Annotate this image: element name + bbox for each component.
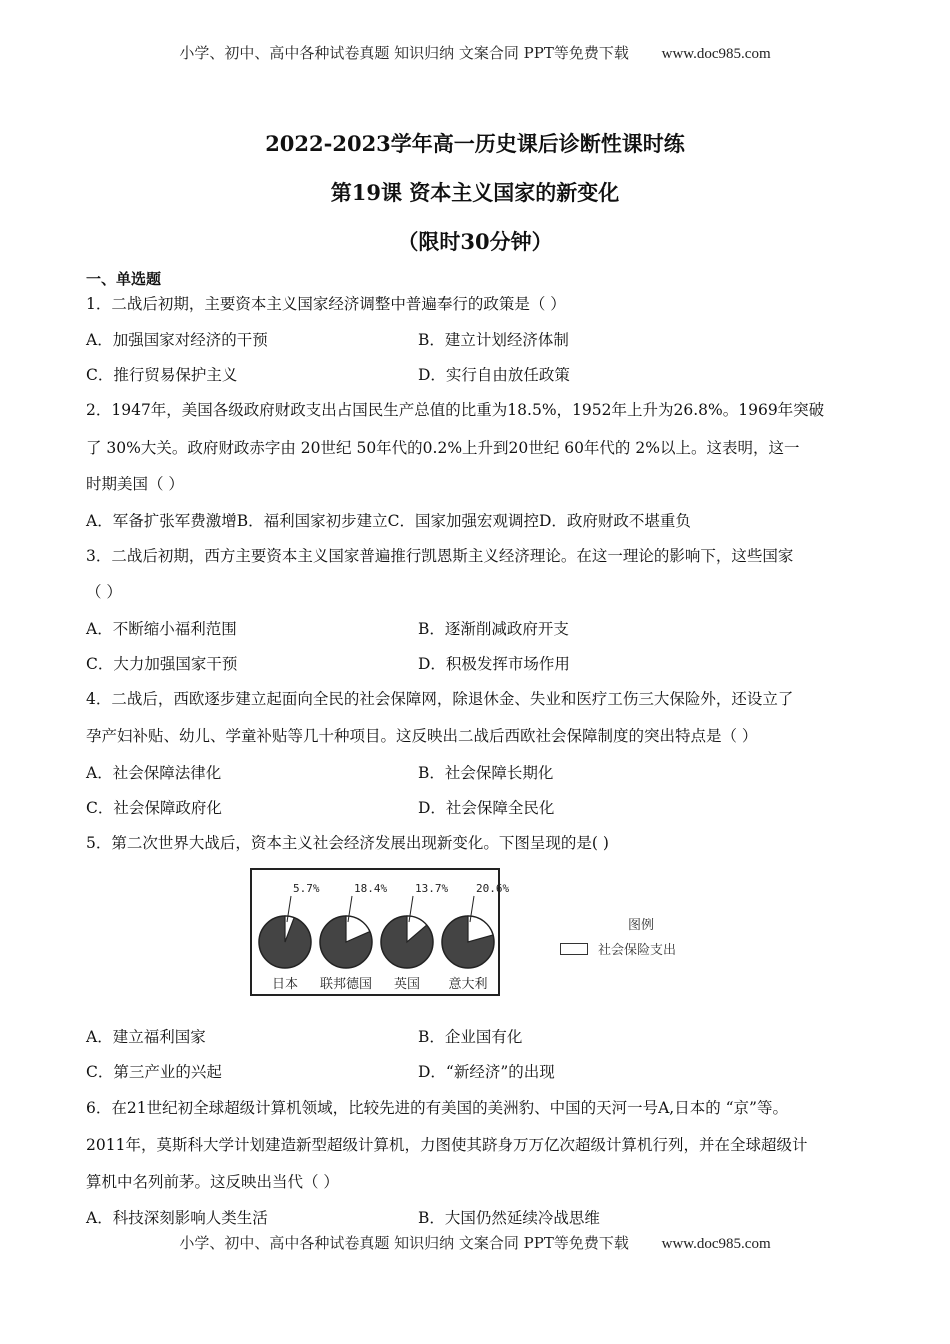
question-2-line-1: 2．1947年，美国各级政府财政支出占国民生产总值的比重为18.5%，1952年上升为26.8%。1969年突破 bbox=[86, 401, 825, 419]
value-label-4: 20.6% bbox=[476, 882, 510, 895]
q3-option-d: D．积极发挥市场作用 bbox=[418, 655, 570, 673]
question-4-line-2: 孕产妇补贴、幼儿、学童补贴等几十种项目。这反映出二战后西欧社会保障制度的突出特点是（ ） bbox=[86, 727, 758, 745]
question-6-line-3: 算机中名列前茅。这反映出当代（ ） bbox=[86, 1173, 339, 1191]
pie-2 bbox=[320, 882, 387, 992]
q3-option-c: C．大力加强国家干预 bbox=[86, 655, 238, 673]
question-2-line-2: 了 30%大关。政府财政赤字由 20世纪 50年代的0.2%上升到20世纪 60年代的 2%以上。这表明，这一 bbox=[86, 439, 800, 457]
doc-title: 2022-2023学年高一历史课后诊断性课时练 bbox=[265, 131, 685, 156]
pie-chart bbox=[252, 870, 510, 994]
legend-title: 图例 bbox=[628, 918, 655, 933]
category-label-4: 意大利 bbox=[448, 977, 488, 992]
pie-3 bbox=[381, 882, 448, 992]
category-label-2: 联邦德国 bbox=[319, 977, 373, 992]
footer-text: 小学、初中、高中各种试卷真题 知识归纳 文案合同 PPT等免费下载 bbox=[179, 1234, 629, 1252]
value-label-3: 13.7% bbox=[415, 882, 449, 895]
question-6-line-1: 6．在21世纪初全球超级计算机领域，比较先进的有美国的美洲豹、中国的天河一号A,日本的 “京”等。 bbox=[86, 1099, 788, 1117]
question-3-line-2: （ ） bbox=[86, 583, 122, 601]
q5-option-c: C．第三产业的兴起 bbox=[86, 1063, 222, 1081]
pie-1 bbox=[259, 882, 320, 992]
question-6-line-2: 2011年，莫斯科大学计划建造新型超级计算机，力图使其跻身万万亿次超级计算机行列，并在全球超级计 bbox=[86, 1136, 808, 1154]
q6-option-b: B．大国仍然延续冷战思维 bbox=[418, 1209, 600, 1227]
q3-option-b: B．逐渐削减政府开支 bbox=[418, 620, 569, 638]
q1-option-a: A．加强国家对经济的干预 bbox=[86, 331, 268, 349]
header-site[interactable]: www.doc985.com bbox=[661, 46, 771, 62]
question-3-line-1: 3．二战后初期，西方主要资本主义国家普遍推行凯恩斯主义经济理论。在这一理论的影响下，这些国家 bbox=[86, 547, 794, 565]
lesson-title: 第19课 资本主义国家的新变化 bbox=[330, 180, 620, 205]
q1-option-c: C．推行贸易保护主义 bbox=[86, 366, 238, 384]
value-label-1: 5.7% bbox=[293, 882, 320, 895]
legend-entry: 社会保险支出 bbox=[598, 943, 677, 958]
q4-option-b: B．社会保障长期化 bbox=[418, 764, 554, 782]
q4-option-a: A．社会保障法律化 bbox=[86, 764, 222, 782]
q5-option-d: D．“新经济”的出现 bbox=[418, 1063, 555, 1081]
q5-option-b: B．企业国有化 bbox=[418, 1028, 523, 1046]
value-label-2: 18.4% bbox=[354, 882, 388, 895]
q3-option-a: A．不断缩小福利范围 bbox=[86, 620, 237, 638]
q4-option-c: C．社会保障政府化 bbox=[86, 799, 222, 817]
question-1: 1．二战后初期，主要资本主义国家经济调整中普遍奉行的政策是（ ） bbox=[86, 295, 566, 313]
q1-option-d: D．实行自由放任政策 bbox=[418, 366, 570, 384]
question-5: 5．第二次世界大战后，资本主义社会经济发展出现新变化。下图呈现的是( ) bbox=[86, 834, 609, 852]
page-header bbox=[0, 42, 950, 63]
legend-swatch bbox=[560, 943, 588, 955]
header-text: 小学、初中、高中各种试卷真题 知识归纳 文案合同 PPT等免费下载 bbox=[179, 44, 629, 62]
q4-option-d: D．社会保障全民化 bbox=[418, 799, 555, 817]
pie-4 bbox=[442, 882, 509, 992]
q2-options: A．军备扩张军费激增B．福利国家初步建立C．国家加强宏观调控D．政府财政不堪重负 bbox=[86, 512, 691, 530]
chart-legend bbox=[560, 914, 676, 958]
page-footer bbox=[0, 1232, 950, 1253]
q5-option-a: A．建立福利国家 bbox=[86, 1028, 206, 1046]
section-heading: 一、单选题 bbox=[86, 270, 162, 288]
footer-site[interactable]: www.doc985.com bbox=[661, 1236, 771, 1252]
pie-chart-figure bbox=[250, 868, 510, 996]
time-limit: （限时30分钟） bbox=[397, 229, 553, 254]
question-4-line-1: 4．二战后，西欧逐步建立起面向全民的社会保障网，除退休金、失业和医疗工伤三大保险外，还设立了 bbox=[86, 690, 794, 708]
question-2-line-3: 时期美国（ ） bbox=[86, 475, 184, 493]
q1-option-b: B．建立计划经济体制 bbox=[418, 331, 569, 349]
category-label-1: 日本 bbox=[271, 977, 299, 992]
category-label-3: 英国 bbox=[393, 977, 421, 992]
q6-option-a: A．科技深刻影响人类生活 bbox=[86, 1209, 268, 1227]
